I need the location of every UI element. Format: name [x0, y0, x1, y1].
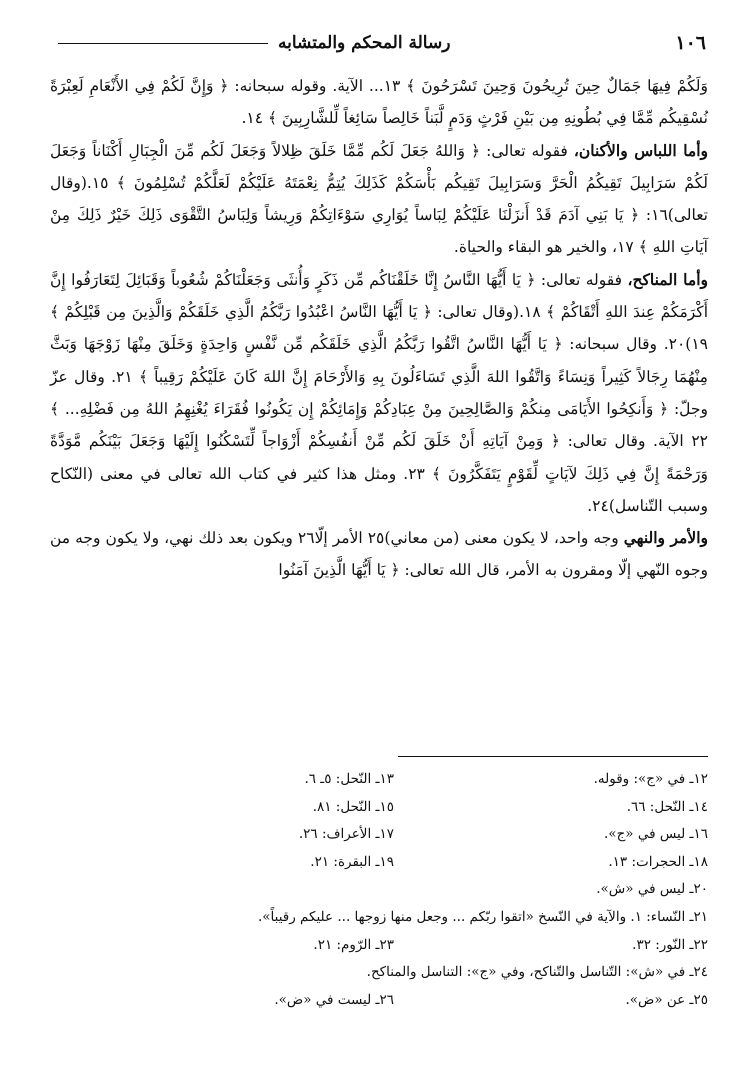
- paragraph-1-text: وَلَكُمْ فِيهَا جَمَالٌ حِينَ تُرِيحُونَ وَحِينَ تَسْرَحُونَ ﴾ ١٣... الآية. وقوله سبحانه: ﴿ وَإِنَّ لَكُمْ فِي الأَنْعَامِ لَعِبْرَةً نُسْقِيكُم مِّمَّا فِي بُطُونِهِ مِن بَيْنِ فَرْثٍ وَدَمٍ لَّبَناً خَالِصاً سَائِغاً لِّلشَّارِبِينَ ﴾ ١٤.: [50, 77, 708, 128]
- footnote-row: [80, 821, 708, 849]
- paragraph-3-text: فقوله تعالى: ﴿ يَا أَيُّهَا النَّاسُ إِنَّا خَلَقْنَاكُم مِّن ذَكَرٍ وَأُنثَى وَجَعَلْنَاكُمْ شُعُوباً وَقَبَائِلَ لِتَعَارَفُوا إِنَّ أَكْرَمَكُمْ عِندَ اللهِ أَتْقَاكُمْ ﴾ ١٨.(وقال تعالى: ﴿ يَا أَيُّهَا النَّاسُ اعْبُدُوا رَبَّكُمُ الَّذِي خَلَقَكُمْ وَالَّذِينَ مِن قَبْلِكُمْ ﴾ ١٩)٢٠. وقال سبحانه: ﴿ يَا أَيُّهَا النَّاسُ اتَّقُوا رَبَّكُمُ الَّذِي خَلَقَكُم مِّن نَّفْسٍ وَاحِدَةٍ وَخَلَقَ مِنْهَا زَوْجَهَا وَبَثَّ مِنْهُمَا رِجَالاً كَثِيراً وَنِسَاءً وَاتَّقُوا اللهَ الَّذِي تَسَاءَلُونَ بِهِ وَالأَرْحَامَ إِنَّ اللهَ كَانَ عَلَيْكُمْ رَقِيباً ﴾ ٢١. وقال عزّ وجلّ: ﴿ وَأَنكِحُوا الأَيَامَى مِنكُمْ وَالصَّالِحِينَ مِنْ عِبَادِكُمْ وَإِمَائِكُمْ إِن يَكُونُوا فُقَرَاءَ يُغْنِهِمُ اللهُ مِن فَضْلِهِ... ﴾ ٢٢ الآية. وقال تعالى: ﴿ وَمِنْ آيَاتِهِ أَنْ خَلَقَ لَكُم مِّنْ أَنفُسِكُمْ أَزْوَاجاً لِّتَسْكُنُوا إِلَيْهَا وَجَعَلَ بَيْنَكُم مَّوَدَّةً وَرَحْمَةً إِنَّ فِي ذَلِكَ لآيَاتٍ لِّقَوْمٍ يَتَفَكَّرُونَ ﴾ ٢٣. ومثل هذا كثير في كتاب الله تعالى في معنى (النّكاح وسبب التّناسل)٢٤.: [50, 270, 708, 515]
- footnote-15: ١٥ـ النّحل: ٨١.: [312, 798, 394, 815]
- paragraph-2: [50, 135, 708, 264]
- footnote-16: ١٦ـ ليس في «ج».: [604, 826, 708, 843]
- footnote-row: [80, 849, 708, 877]
- paragraph-2-text: فقوله تعالى: ﴿ وَاللهُ جَعَلَ لَكُم مِّمَّا خَلَقَ ظِلالاً وَجَعَلَ لَكُم مِّنَ الْجِبَالِ أَكْنَاناً وَجَعَلَ لَكُمْ سَرَابِيلَ تَقِيكُمُ الْحَرَّ وَسَرَابِيلَ تَقِيكُم بَأْسَكُمْ كَذَلِكَ يُتِمُّ نِعْمَتَهُ عَلَيْكُمْ لَعَلَّكُمْ تُسْلِمُونَ ﴾ ١٥.(وقال تعالى)١٦: ﴿ يَا بَنِي آدَمَ قَدْ أَنزَلْنَا عَلَيْكُمْ لِبَاساً يُوَارِي سَوْءَاتِكُمْ وَرِيشاً وَلِبَاسُ التَّقْوَى ذَلِكَ خَيْرٌ ذَلِكَ مِنْ آيَاتِ اللهِ ﴾ ١٧، والخير هو البقاء والحياة.: [50, 141, 708, 257]
- running-title-wrap: [58, 33, 450, 53]
- header-rule: [58, 43, 268, 44]
- footnote-22: ٢٢ـ النّور: ٣٢.: [632, 936, 708, 953]
- footnote-25: ٢٥ـ عن «ض».: [625, 991, 708, 1008]
- paragraph-4: [50, 522, 708, 587]
- running-title: رسالة المحكم والمتشابه: [278, 33, 451, 53]
- footnote-row: [80, 932, 708, 960]
- footnote-19: ١٩ـ البقرة: ٢١.: [310, 853, 394, 870]
- footnote-17: ١٧ـ الأعراف: ٢٦.: [298, 826, 394, 843]
- footnote-21: ٢١ـ النّساء: ١. والآية في النّسخ «اتقوا ربّكم ... وجعل منها زوجها ... عليكم رقيباً».: [257, 908, 708, 925]
- paragraph-4-text: وجه واحد، لا يكون معنى (من معاني)٢٥ الأمر إلّا٢٦ ويكون بعد ذلك نهي، ولا يكون وجه من وجوه النّهي إلّا ومقرون به الأمر، قال الله تعالى: ﴿ يَا أَيُّهَا الَّذِينَ آمَنُوا: [50, 529, 708, 580]
- footnotes: [80, 766, 708, 1014]
- footnote-separator: [398, 756, 708, 757]
- footnote-26: ٢٦ـ ليست في «ض».: [274, 991, 394, 1008]
- paragraph-1: [50, 70, 708, 135]
- main-text: [50, 70, 708, 587]
- footnote-row: [80, 876, 708, 904]
- footnote-row: [80, 987, 708, 1015]
- paragraph-2-lead: وأما اللباس والأكنان،: [573, 140, 709, 160]
- footnote-20: ٢٠ـ ليس في «ش».: [596, 881, 708, 898]
- footnote-row: [80, 794, 708, 822]
- paragraph-4-lead: والأمر والنهي: [623, 528, 708, 548]
- paragraph-3-lead: وأما المناكح،: [627, 269, 708, 289]
- footnote-23: ٢٣ـ الرّوم: ٢١.: [313, 936, 394, 953]
- footnote-24: ٢٤ـ في «ش»: التّناسل والتّناكح، وفي «ج»: التناسل والمناكح.: [366, 964, 708, 981]
- footnote-14: ١٤ـ النّحل: ٦٦.: [626, 798, 708, 815]
- footnote-row: [80, 904, 708, 932]
- footnote-13: ١٣ـ النّحل: ٥ـ ٦.: [304, 771, 394, 787]
- page-number: ١٠٦: [675, 32, 706, 54]
- footnote-12: ١٢ـ في «ج»: وقوله.: [593, 771, 708, 787]
- footnote-18: ١٨ـ الحجرات: ١٣.: [608, 853, 708, 870]
- footnote-row: [80, 959, 708, 987]
- page-header: [58, 26, 706, 60]
- footnote-row: [80, 766, 708, 794]
- paragraph-3: [50, 264, 708, 522]
